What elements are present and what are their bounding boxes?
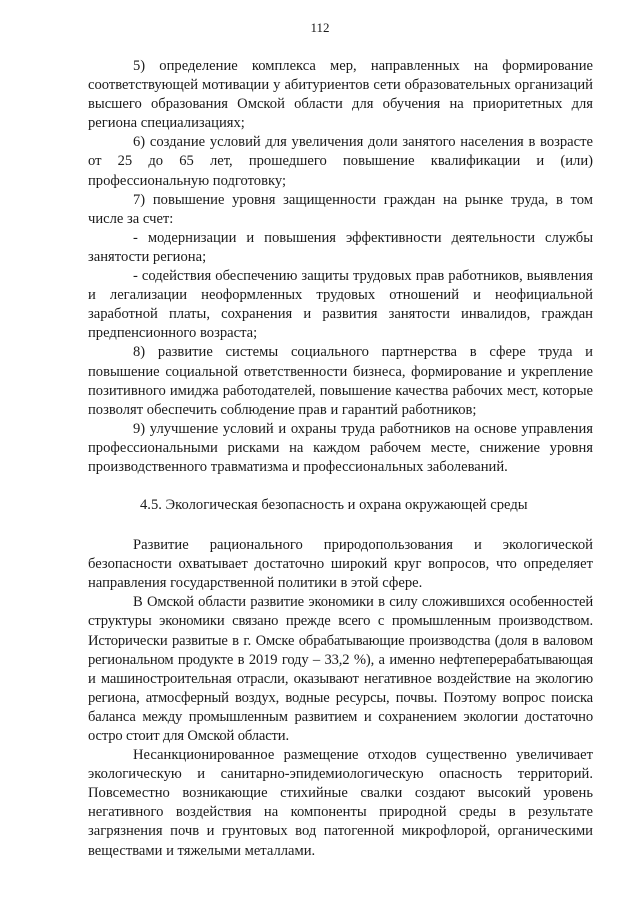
- page-number: 112: [310, 20, 330, 35]
- paragraph-ecology-intro: Развитие рационального природопользования и экологической безопасности охватывает достаточно широкий круг вопросов, что определяет направления государственной политики в этой сфере.: [88, 537, 593, 592]
- list-subitem-labor-rights: - содействия обеспечению защиты трудовых прав работников, выявления и легализации неоформленных трудовых отношений и неофициальной заработной платы, сохранения и развития занятости инвалидов, граждан предпенсионного возраста;: [88, 268, 593, 342]
- list-subitem-modernization: - модернизации и повышения эффективности деятельности службы занятости региона;: [88, 229, 593, 265]
- section-title: 4.5. Экологическая безопасность и охрана окружающей среды: [140, 497, 528, 514]
- paragraph-omsk-economy: В Омской области развитие экономики в силу сложившихся особенностей структуры экономики связано прежде всего с промышленным производством. Исторически развитые в г. Омске обрабатывающие производства (доля в валовом региональном продукте в 2019 году – 33,2 %), а именно нефтеперерабатывающая и машиностроительная отрасли, оказывают негативное воздействие на экологию региона, атмосферный воздух, водные ресурсы, почвы. Поэтому вопрос поиска баланса между промышленным развитием и сохранением экологии достаточно остро стоит для Омской области.: [88, 594, 593, 744]
- paragraph-waste: Несанкционированное размещение отходов существенно увеличивает экологическую и санитарно-эпидемиологическую опасность территорий. Повсеместно возникающие стихийные свалки создают высокий уровень негативного воздействия на компоненты природной среды в результате загрязнения почв и грунтовых вод патогенной микрофлорой, органическими веществами и тяжелыми металлами.: [88, 747, 593, 859]
- list-item-6: 6) создание условий для увеличения доли занятого населения в возрасте от 25 до 65 лет, прошедшего повышение квалификации и (или) профессиональную подготовку;: [88, 134, 593, 189]
- list-item-9: 9) улучшение условий и охраны труда работников на основе управления профессиональными рисками на каждом рабочем месте, снижение уровня производственного травматизма и профессиональных заболеваний.: [88, 420, 593, 475]
- list-item-8: 8) развитие системы социального партнерства в сфере труда и повышение социальной ответственности бизнеса, формирование и укрепление позитивного имиджа работодателей, повышение качества рабочих мест, которые позволят обеспечить соблюдение прав и гарантий работников;: [88, 344, 593, 418]
- document-body: [88, 57, 593, 861]
- list-item-7: 7) повышение уровня защищенности граждан на рынке труда, в том числе за счет:: [88, 191, 593, 227]
- list-item-5: 5) определение комплекса мер, направленных на формирование соответствующей мотивации у абитуриентов сети образовательных организаций высшего образования Омской области для обучения на приоритетных для региона специализациях;: [88, 58, 593, 132]
